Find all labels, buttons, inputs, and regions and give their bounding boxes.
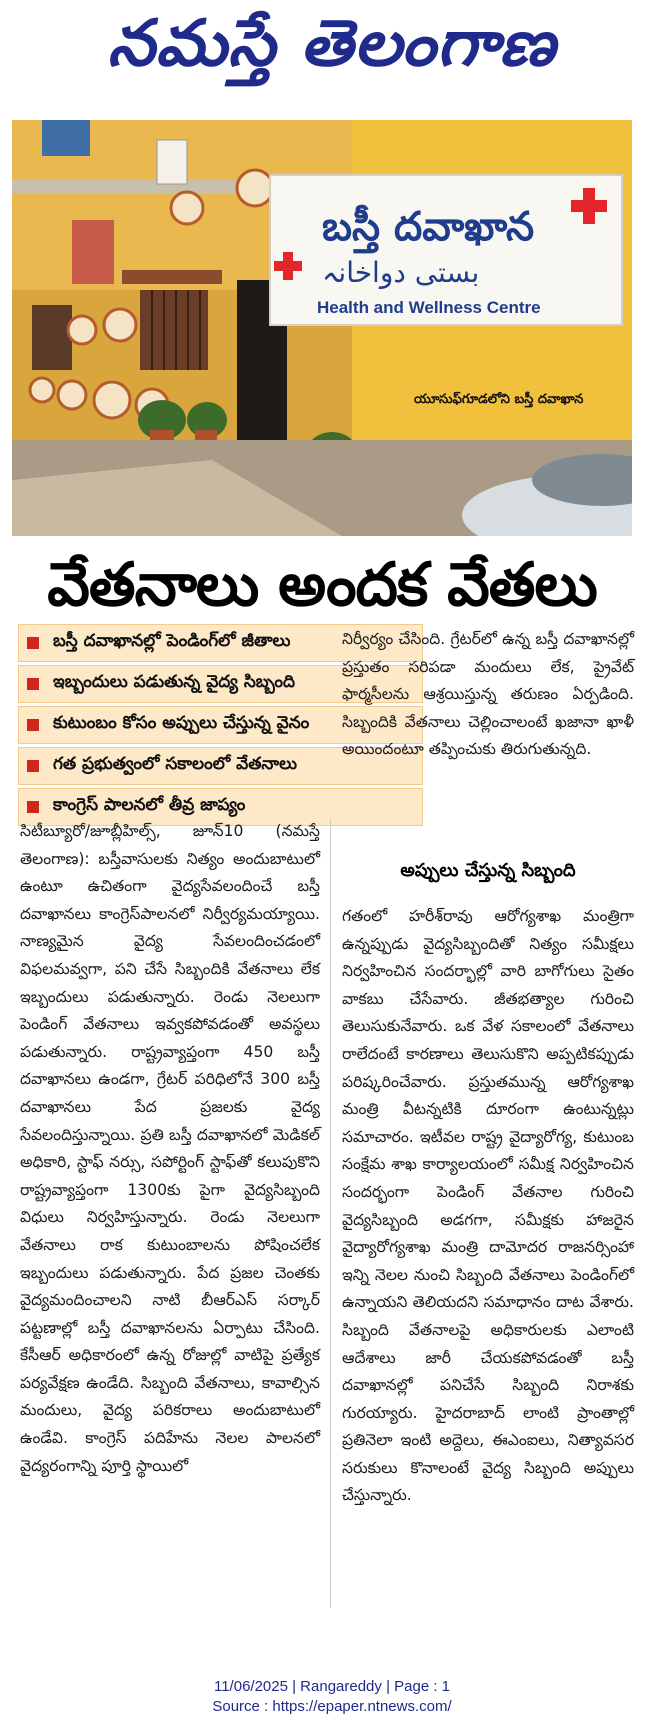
- bullet-square-icon: [27, 719, 39, 731]
- news-photo: [12, 120, 632, 536]
- article-paragraph: నిర్వీర్యం చేసింది. గ్రేటర్‌లో ఉన్న బస్తీ దవాఖానల్లో ప్రస్తుతం సరిపడా మందులు లేక, ప్రైవేట్ ఫార్మసీలను ఆశ్రయిస్తున్న తరుణం ఏర్పడింది. సిబ్బందికి వేతనాలు చెల్లించాలంటే ఖజానా ఖాళీ అయిందంటూ తప్పించుకు తిరుగుతున్నది.: [342, 630, 634, 759]
- bullet-text: కుటుంబం కోసం అప్పులు చేస్తున్న వైనం: [53, 713, 310, 733]
- masthead: [0, 0, 664, 110]
- headline: వేతనాలు అందక వేతలు: [47, 550, 597, 620]
- article-right-column: [342, 903, 634, 1510]
- article-right-column-top: [342, 626, 634, 764]
- signboard-subtitle: Health and Wellness Centre: [317, 298, 541, 317]
- bullet-square-icon: [27, 801, 39, 813]
- signboard-title: బస్తీ దవాఖాన: [322, 204, 535, 250]
- bullet-text: గత ప్రభుత్వంలో సకాలంలో వేతనాలు: [53, 754, 298, 774]
- bullet-text: కాంగ్రెస్ పాలనలో తీవ్ర జాప్యం: [53, 795, 246, 815]
- bullet-square-icon: [27, 678, 39, 690]
- article-left-column: [20, 818, 320, 1480]
- bullet-square-icon: [27, 760, 39, 772]
- article-paragraph: గతంలో హరీశ్‌రావు ఆరోగ్యశాఖ మంత్రిగా ఉన్నప్పుడు వైద్యసిబ్బందితో నిత్యం సమీక్షలు నిర్వహించిన సందర్భాల్లో వారి బాగోగులు సైతం వాకబు చేసేవారు. జీతభత్యాల గురించి తెలుసుకునేవారు. ఒక వేళ సకాలంలో వేతనాలు రాలేదంటే కారణాలు తెలుసుకొని అప్పటికప్పుడు పరిష్కరించేవారు. ప్రస్తుతమున్న ఆరోగ్యశాఖ మంత్రి వీటన్నటికి దూరంగా ఉంటున్నట్లు సమాచారం. ఇటీవల రాష్ట్ర వైద్యారోగ్య, కుటుంబ సంక్షేమ శాఖ కార్యాలయంలో సమీక్ష నిర్వహించిన సందర్భంగా పెండింగ్ వేతనాల గురించి వైద్యసిబ్బంది అడగగా, సమీక్షకు హాజరైన వైద్యారోగ్యశాఖ మంత్రి దామోదర రాజనర్సింహా ఇన్ని నెలల నుంచి సిబ్బంది వేతనాలు పెండింగ్‌లో ఉన్నాయని తెలియదని సమాధానం దాట వేశారు. సిబ్బంది వేతనాలపై అధికారులకు ఎలాంటి ఆదేశాలు జారీ చేయకపోవడంతో బస్తీ దవాఖానల్లో పనిచేసే సిబ్బంది నిరాశకు గురయ్యారు. హైదరాబాద్ లాంటి ప్రాంతాల్లో ప్రతినెలా ఇంటి అద్దెలు, ఈఎంఐలు, నిత్యావసర సరుకులు కొనాలంటే వైద్య సిబ్బంది అప్పులు చేస్తున్నారు.: [342, 907, 634, 1505]
- footer-edition-info: 11/06/2025 | Rangareddy | Page : 1: [213, 1678, 451, 1695]
- bullet-text: బస్తీ దవాఖానల్లో పెండింగ్‌లో జీతాలు: [53, 631, 291, 651]
- signboard-urdu: بستی دواخانہ: [322, 256, 480, 289]
- bullet-text: ఇబ్బందులు పడుతున్న వైద్య సిబ్బంది: [53, 672, 295, 692]
- article-paragraph: సిటీబ్యూరో/జూబ్లీహిల్స్, జూన్10 (నమస్తే తెలంగాణ): బస్తీవాసులకు నిత్యం అందుబాటులో ఉంటూ ఉచితంగా వైద్యసేవలందించే బస్తీ దవాఖానలు కాంగ్రెస్‌పాలనలో నిర్వీర్యమయ్యాయి. నాణ్యమైన వైద్య సేవలందించడంలో విఫలమవ్వగా, పని చేసే సిబ్బందికి వేతనాలు లేక ఇబ్బందులు పడుతున్నారు. రెండు నెలలుగా పెండింగ్ వేతనాలు ఇవ్వకపోవడంతో అవస్థలు పడుతున్నారు. రాష్ట్రవ్యాప్తంగా 450 బస్తీ దవాఖానలు ఉండగా, గ్రేటర్ పరిధిలోనే 300 బస్తీ దవాఖానలు పేద ప్రజలకు వైద్య సేవలందిస్తున్నాయి. ప్రతి బస్తీ దవాఖానలో మెడికల్ అధికారి, స్టాఫ్ నర్సు, సపోర్టింగ్ స్టాఫ్‌తో కలుపుకొని రాష్ట్రవ్యాప్తంగా 1300కు పైగా వైద్యసిబ్బంది విధులు నిర్వహిస్తున్నారు. రెండు నెలలుగా వేతనాలు రాక కుటుంబాలను పోషించలేక ఇబ్బందులు పడుతున్నారు. పేద ప్రజల చెంతకు వైద్యమందించాలని నాటి బీఆర్ఎస్ సర్కార్ పట్టణాల్లో బస్తీ దవాఖానలను ఏర్పాటు చేసింది. కేసీఆర్ అధికారంలో ఉన్న రోజుల్లో వాటిపై ప్రత్యేక పర్యవేక్షణ ఉండేది. సిబ్బంది వేతనాలు, కావాల్సిన మందులు, వైద్య పరికరాలు అందుబాటులో ఉండేవి. కాంగ్రెస్ పదిహేను నెలల పాలనలో వైద్యరంగాన్ని పూర్తి స్థాయిలో: [20, 822, 320, 1475]
- photo-illustration: [12, 120, 632, 536]
- column-divider: [330, 818, 331, 1608]
- article-subhead: అప్పులు చేస్తున్న సిబ్బంది: [400, 860, 576, 881]
- photo-caption: యూసుఫ్‌గూడలోని బస్తీ దవాఖాన: [414, 392, 584, 407]
- bullet-square-icon: [27, 637, 39, 649]
- footer-source: Source : https://epaper.ntnews.com/: [212, 1698, 452, 1715]
- newspaper-logo: నమస్తే తెలంగాణ: [107, 6, 557, 81]
